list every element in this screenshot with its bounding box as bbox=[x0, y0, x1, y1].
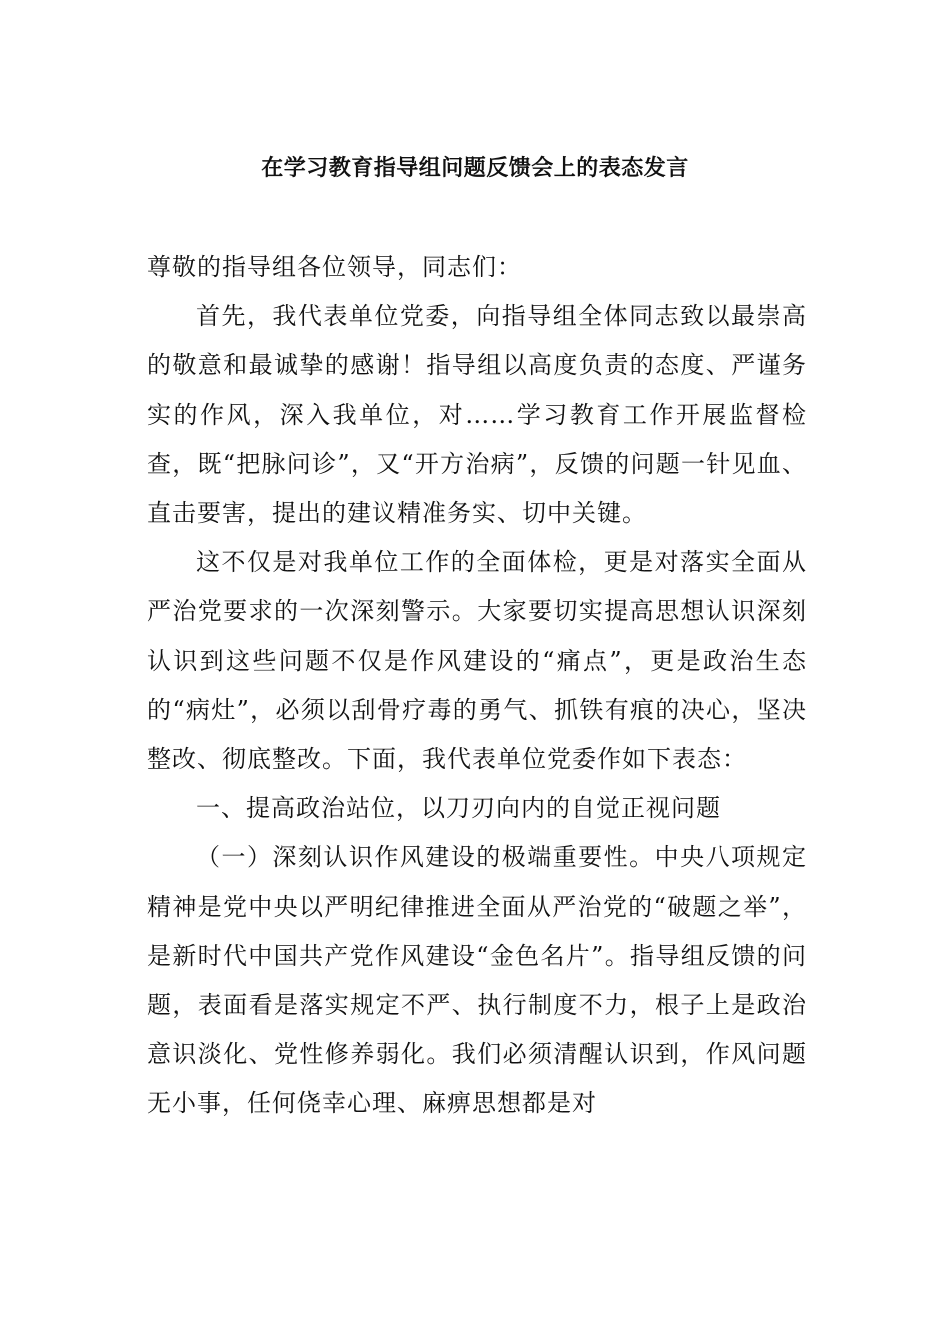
subsection-paragraph: （一）深刻认识作风建设的极端重要性。中央八项规定精神是党中央以严明纪律推进全面从严治党的“破题之举”，是新时代中国共产党作风建设“金色名片”。指导组反馈的问题，表面看是落实规定不严、执行制度不力，根子上是政治意识淡化、党性修养弱化。我们必须清醒认识到，作风问题无小事，任何侥幸心理、麻痹思想都是对 bbox=[147, 843, 807, 1118]
paragraph-warning: 这不仅是对我单位工作的全面体检，更是对落实全面从严治党要求的一次深刻警示。大家要切实提高思想认识深刻认识到这些问题不仅是作风建设的“痛点”，更是政治生态的“病灶”，必须以刮骨疗毒的勇气、抓铁有痕的决心，坚决整改、彻底整改。下面，我代表单位党委作如下表态： bbox=[147, 548, 807, 774]
document-title: 在学习教育指导组问题反馈会上的表态发言 bbox=[261, 156, 689, 181]
salutation: 尊敬的指导组各位领导，同志们： bbox=[147, 253, 522, 281]
paragraph-thanks: 首先，我代表单位党委，向指导组全体同志致以最崇高的敬意和最诚挚的感谢！指导组以高度负责的态度、严谨务实的作风，深入我单位，对……学习教育工作开展监督检查，既“把脉问诊”，又“开方治病”，反馈的问题一针见血、直击要害，提出的建议精准务实、切中关键。 bbox=[147, 302, 807, 528]
section-heading: 一、提高政治站位，以刀刃向内的自觉正视问题 bbox=[196, 794, 721, 823]
document-body bbox=[147, 243, 807, 1129]
